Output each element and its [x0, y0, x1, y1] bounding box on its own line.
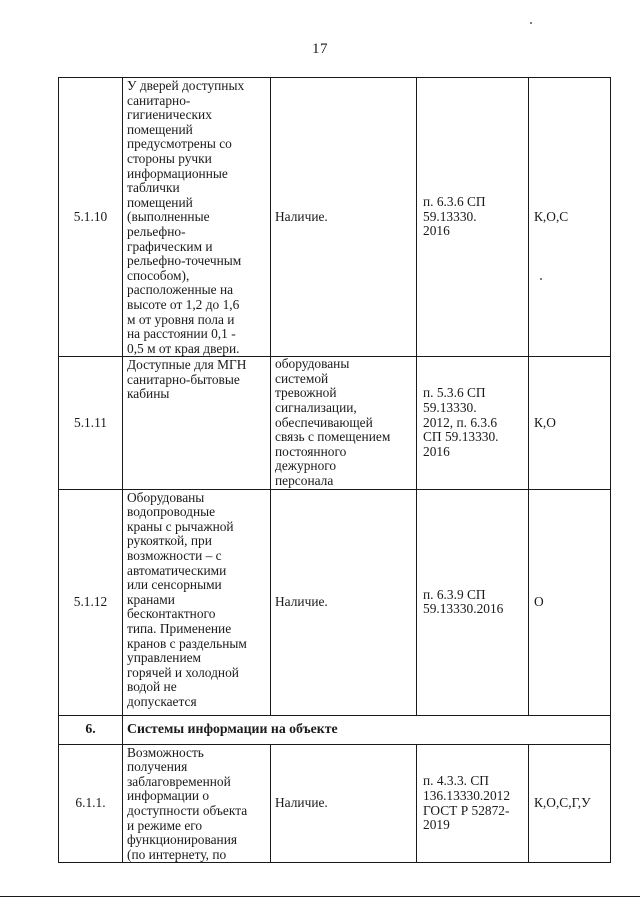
row-number: 5.1.11 [59, 357, 123, 489]
row-reference-line: 2016 [423, 443, 450, 459]
page-number: 17 [312, 41, 328, 57]
row-description-line: водой не [127, 679, 177, 695]
section-heading-row [59, 715, 611, 744]
row-reference-line: 2016 [423, 223, 450, 239]
row-description-line: возможности – с [127, 548, 222, 563]
row-requirement-line: Наличие. [275, 795, 328, 811]
row-category: К,О,С,Г,У [529, 744, 611, 863]
row-description-line: и режиме его [127, 817, 203, 833]
row-reference-line: 59.13330.2016 [423, 601, 504, 617]
row-reference-line: п. 6.3.6 СП [423, 194, 486, 210]
table-row [59, 357, 611, 489]
row-reference [417, 357, 529, 489]
row-reference-line: п. 4.3.3. СП [423, 773, 489, 789]
row-description-line: рельефно-точечным [127, 253, 242, 269]
row-description-line: краны с рычажной [127, 518, 234, 534]
row-description-line: помещений [127, 121, 193, 137]
row-category: О [529, 489, 611, 715]
row-description-line: м от уровня пола и [127, 311, 235, 327]
row-requirement-line: персонала [275, 473, 334, 489]
row-requirement [271, 489, 417, 715]
row-reference [417, 744, 529, 863]
row-description-line: водопроводные [127, 504, 216, 520]
row-description-line: Оборудованы [127, 489, 205, 505]
row-description [123, 78, 271, 357]
row-description-line: или сенсорными [127, 577, 222, 593]
row-requirement [271, 78, 417, 357]
row-reference-line: 136.13330.2012 [423, 787, 511, 803]
section-number: 6. [59, 715, 123, 744]
table-row [59, 744, 611, 863]
row-description-line: стороны ручки [127, 150, 212, 166]
row-description-line: горячей и холодной [127, 664, 239, 680]
row-reference [417, 78, 529, 357]
row-requirement-line: постоянного [275, 443, 347, 459]
row-description-line: допускается [127, 693, 197, 709]
section-title: Системы информации на объекте [123, 715, 611, 744]
page-bottom-rule [0, 896, 640, 897]
row-description-line: доступности объекта [127, 803, 248, 818]
row-requirement-line: Наличие. [275, 208, 328, 224]
row-number: 5.1.12 [59, 489, 123, 715]
row-reference-line: 59.13330. [423, 208, 477, 224]
table-row [59, 489, 611, 715]
row-description [123, 357, 271, 489]
row-description-line: таблички [127, 180, 180, 196]
row-requirement-line: связь с помещением [275, 429, 391, 445]
row-requirement-line: дежурного [275, 458, 337, 474]
table-body [59, 78, 611, 863]
row-description-line: (выполненные [127, 209, 210, 225]
row-reference-line: СП 59.13330. [423, 429, 499, 445]
row-description-line: функционирования [127, 832, 238, 848]
row-requirement-line: сигнализации, [275, 400, 357, 416]
row-reference-line: п. 5.3.6 СП [423, 385, 486, 401]
row-number: 6.1.1. [59, 744, 123, 863]
row-description [123, 744, 271, 863]
row-reference [417, 489, 529, 715]
row-description-line: 0,5 м от края двери. [127, 340, 240, 356]
row-reference-line: ГОСТ Р 52872- [423, 802, 510, 818]
row-description-line: расположенные на [127, 282, 234, 298]
row-requirement-line: системой [275, 370, 329, 386]
row-description-line: управлением [127, 650, 202, 666]
row-description-line: Доступные для МГН [127, 357, 247, 373]
row-requirement-line: тревожной [275, 385, 337, 401]
row-description-line: (по интернету, по [127, 846, 227, 862]
row-description-line: рельефно- [127, 223, 186, 239]
row-description-line: помещений [127, 194, 193, 210]
row-requirement-line: обеспечивающей [275, 414, 373, 430]
row-description-line: автоматическими [127, 562, 227, 578]
row-description-line: рукояткой, при [127, 533, 212, 549]
requirements-table [58, 77, 611, 863]
row-description-line: способом), [127, 267, 190, 283]
row-description-line: на расстоянии 0,1 - [127, 326, 236, 342]
row-category: К,О,С [529, 78, 611, 357]
row-reference-line: 2019 [423, 817, 450, 833]
row-requirement-line: оборудованы [275, 356, 350, 372]
row-description-line: информационные [127, 165, 228, 181]
row-description-line: предусмотрены со [127, 136, 232, 152]
row-requirement [271, 744, 417, 863]
row-reference-line: п. 6.3.9 СП [423, 586, 486, 602]
row-description-line: У дверей доступных [127, 78, 245, 93]
row-description-line: кабины [127, 386, 170, 402]
row-description-line: информации о [127, 788, 210, 804]
row-description-line: кранами [127, 591, 175, 607]
row-description-line: получения [127, 759, 188, 775]
row-description-line: заблаговременной [127, 773, 231, 789]
row-description-line: кранов с раздельным [127, 635, 247, 651]
row-description-line: высоте от 1,2 до 1,6 [127, 296, 240, 312]
row-reference-line: 59.13330. [423, 400, 477, 416]
row-description-line: гигиенических [127, 107, 212, 123]
row-description-line: санитарно-бытовые [127, 371, 240, 387]
row-description-line: бесконтактного [127, 606, 216, 622]
row-description-line: графическим и [127, 238, 213, 254]
row-description-line: санитарно- [127, 92, 191, 108]
row-description [123, 489, 271, 715]
row-category: К,О [529, 357, 611, 489]
scan-speck [530, 22, 532, 24]
row-description-line: Возможность [127, 744, 204, 760]
row-description-line: типа. Применение [127, 620, 232, 636]
row-reference-line: 2012, п. 6.3.6 [423, 414, 498, 430]
row-requirement-line: Наличие. [275, 593, 328, 609]
table-row [59, 78, 611, 357]
row-number: 5.1.10 [59, 78, 123, 357]
row-requirement [271, 357, 417, 489]
